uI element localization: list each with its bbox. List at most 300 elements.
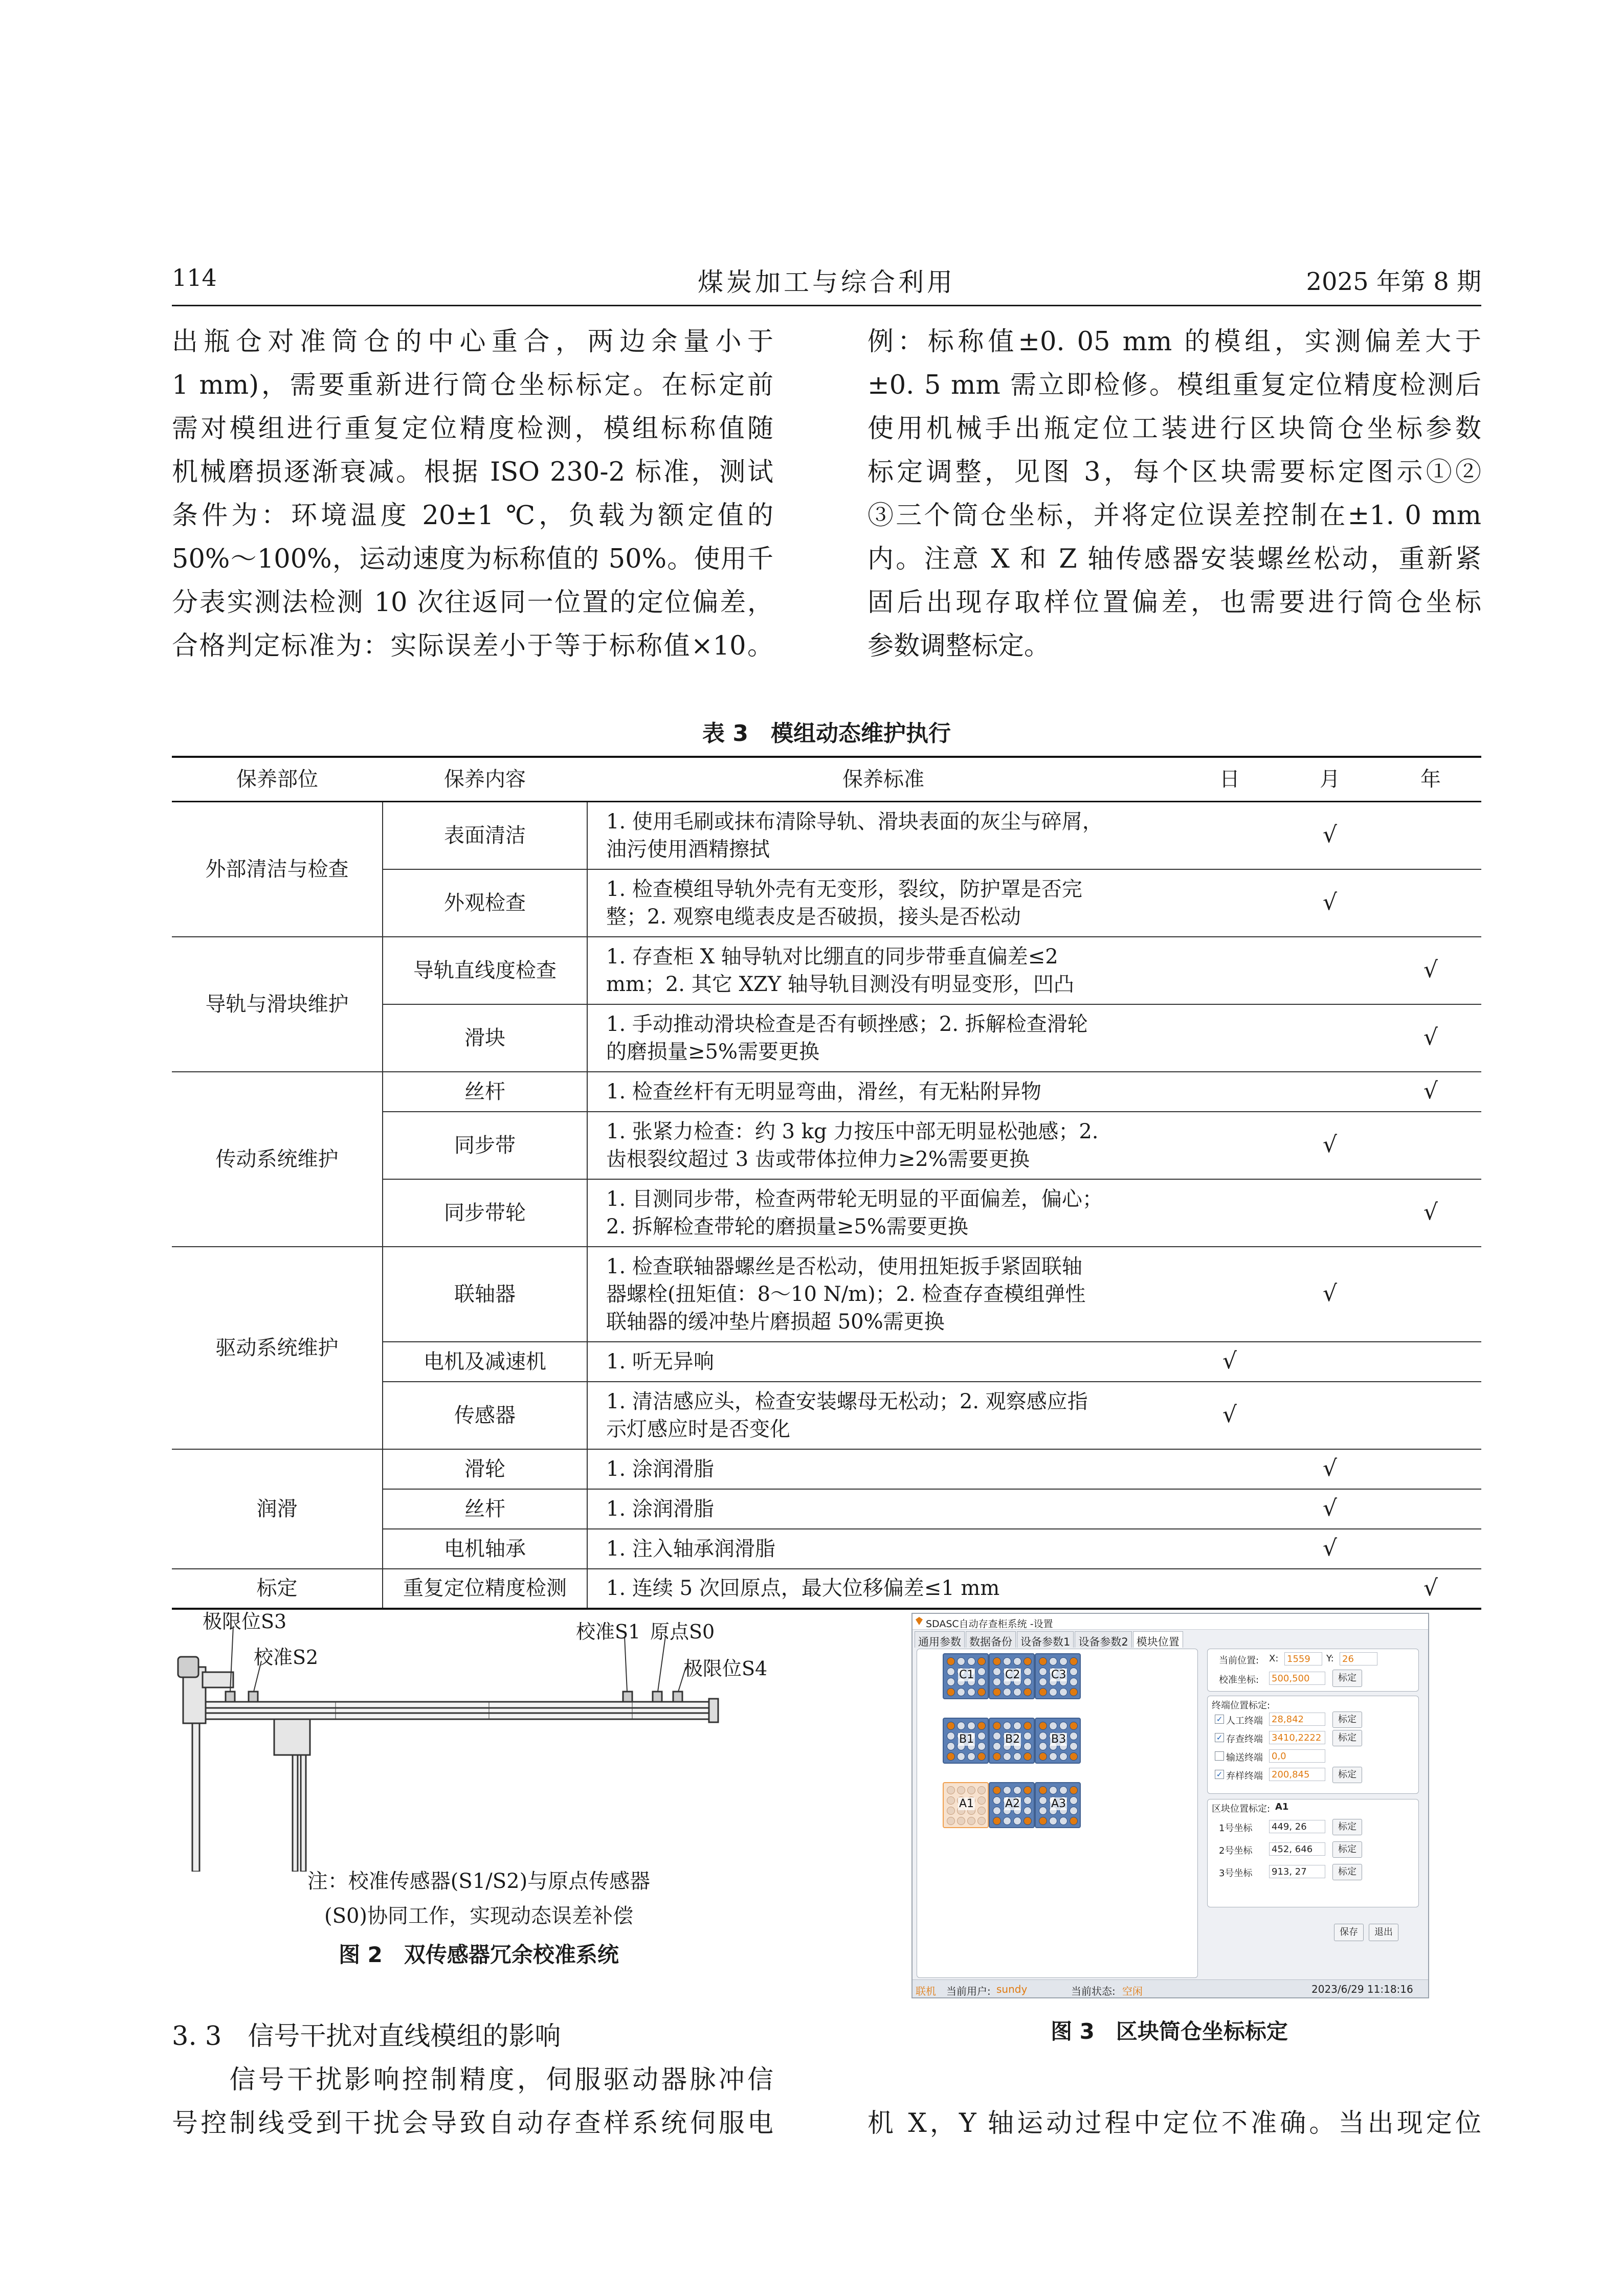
bottle-slot bbox=[977, 1786, 986, 1794]
coord-label: 1号坐标 bbox=[1219, 1823, 1253, 1834]
coord-value[interactable]: 449, 26 bbox=[1269, 1820, 1325, 1833]
body-text-left-bottom bbox=[172, 2058, 773, 2145]
bottle-slot bbox=[1049, 1817, 1057, 1825]
terminal-calibration-group bbox=[1207, 1696, 1419, 1794]
bottle-slot bbox=[947, 1657, 955, 1665]
check-mark: √ bbox=[1322, 1535, 1338, 1561]
bottle-slot bbox=[1059, 1722, 1067, 1730]
bottle-slot bbox=[993, 1786, 1001, 1794]
calibrate-coord-button[interactable]: 标定 bbox=[1332, 1670, 1362, 1687]
cell-frequency bbox=[1380, 1489, 1481, 1529]
text-line: 分表实测法检测 10 次往返同一位置的定位偏差， bbox=[172, 588, 773, 618]
standard-line: 1. 使用毛刷或抹布清除导轨、滑块表面的灰尘与碎屑， bbox=[606, 809, 1103, 834]
bottle-slot bbox=[993, 1657, 1001, 1665]
bottle-slot bbox=[1003, 1688, 1011, 1696]
text-line: 例：标称值±0. 05 mm 的模组，实测偏差大于 bbox=[867, 327, 1481, 357]
rack-block[interactable] bbox=[943, 1718, 989, 1764]
bottle-slot bbox=[1003, 1817, 1011, 1825]
cell-part: 润滑 bbox=[172, 1449, 383, 1569]
tab-device-params-2[interactable]: 设备参数2 bbox=[1075, 1631, 1131, 1648]
bottle-slot bbox=[1024, 1732, 1032, 1740]
cell-item: 重复定位精度检测 bbox=[383, 1569, 587, 1609]
journal-name: 煤炭加工与综合利用 bbox=[698, 267, 955, 297]
bottle-slot bbox=[967, 1817, 975, 1825]
rack-block[interactable] bbox=[943, 1653, 989, 1699]
bottle-slot bbox=[993, 1817, 1001, 1825]
col-header-content: 保养内容 bbox=[383, 757, 587, 802]
rack-block-label: A1 bbox=[959, 1797, 974, 1810]
check-mark: √ bbox=[1322, 822, 1338, 848]
cell-frequency bbox=[1180, 1449, 1280, 1489]
rack-block-label: B1 bbox=[959, 1733, 974, 1746]
block-calibration-group bbox=[1207, 1799, 1419, 1907]
bottle-slot bbox=[947, 1742, 955, 1750]
cell-frequency bbox=[1380, 1529, 1481, 1569]
standard-line: 齿根裂纹超过 3 齿或带体拉伸力≥2%需要更换 bbox=[606, 1147, 1030, 1171]
coord-label: 3号坐标 bbox=[1219, 1868, 1253, 1879]
rack-block-label: B3 bbox=[1051, 1733, 1066, 1746]
text-line: ③三个筒仓坐标，并将定位误差控制在±1. 0 mm bbox=[867, 501, 1481, 531]
bottle-slot bbox=[993, 1732, 1001, 1740]
text-line: 固后出现存取样位置偏差，也需要进行筒仓坐标 bbox=[867, 588, 1481, 618]
cell-frequency bbox=[1180, 1489, 1280, 1529]
col-header-part: 保养部位 bbox=[172, 757, 383, 802]
bottle-slot bbox=[977, 1817, 986, 1825]
bottle-slot bbox=[1039, 1668, 1047, 1676]
cell-frequency bbox=[1280, 1004, 1380, 1072]
bottle-slot bbox=[1070, 1668, 1078, 1676]
terminal-value[interactable]: 3410,2222 bbox=[1269, 1731, 1325, 1744]
cell-frequency bbox=[1380, 1569, 1481, 1609]
bottle-slot bbox=[1049, 1657, 1057, 1665]
cell-standard bbox=[587, 802, 1180, 869]
bottle-slot bbox=[1024, 1752, 1032, 1761]
rack-block-grid bbox=[943, 1653, 1081, 1848]
section-heading-text: 3. 3 信号干扰对直线模组的影响 bbox=[172, 2021, 561, 2052]
text-line: 参数调整标定。 bbox=[867, 631, 1051, 661]
cell-item: 表面清洁 bbox=[383, 802, 587, 869]
cell-frequency bbox=[1180, 1004, 1280, 1072]
cell-standard bbox=[587, 1449, 1180, 1489]
cell-item: 同步带轮 bbox=[383, 1179, 587, 1247]
rack-block-panel bbox=[917, 1649, 1198, 1978]
terminal-label: 输送终端 bbox=[1226, 1752, 1263, 1763]
status-time: 2023/6/29 11:18:16 bbox=[1311, 1983, 1413, 1995]
text-line: 信号干扰影响控制精度，伺服驱动器脉冲信 bbox=[172, 2065, 773, 2095]
app-logo-icon bbox=[916, 1617, 923, 1625]
terminal-checkbox[interactable]: ✓ bbox=[1215, 1715, 1224, 1724]
coord-value[interactable]: 452, 646 bbox=[1269, 1842, 1325, 1856]
figure-2-note bbox=[172, 1864, 786, 1933]
issue-label: 2025 年第 8 期 bbox=[1306, 267, 1481, 296]
bottle-slot bbox=[957, 1722, 965, 1730]
bottle-slot bbox=[1039, 1732, 1047, 1740]
cell-frequency bbox=[1280, 1179, 1380, 1247]
bottle-slot bbox=[1039, 1752, 1047, 1761]
cell-item: 电机及减速机 bbox=[383, 1342, 587, 1382]
status-user: sundy bbox=[996, 1983, 1028, 1995]
bottle-slot bbox=[1024, 1722, 1032, 1730]
bottle-slot bbox=[1070, 1742, 1078, 1750]
cell-frequency bbox=[1180, 1529, 1280, 1569]
x-label: X: bbox=[1269, 1653, 1279, 1664]
terminal-calibrate-button[interactable]: 标定 bbox=[1332, 1712, 1362, 1728]
rack-block-label: A2 bbox=[1005, 1797, 1020, 1810]
bottle-slot bbox=[947, 1668, 955, 1676]
settings-tabs bbox=[915, 1631, 1184, 1648]
bottle-slot bbox=[1070, 1678, 1078, 1686]
bottle-slot bbox=[1024, 1817, 1032, 1825]
cell-item: 导轨直线度检查 bbox=[383, 937, 587, 1004]
text-line: 需对模组进行重复定位精度检测，模组标称值随 bbox=[172, 414, 773, 444]
bottle-slot bbox=[967, 1657, 975, 1665]
text-line: 标定调整，见图 3，每个区块需要标定图示①② bbox=[867, 457, 1481, 487]
coord-value[interactable]: 913, 27 bbox=[1269, 1865, 1325, 1878]
check-mark: √ bbox=[1423, 1574, 1438, 1601]
bottle-slot bbox=[1003, 1752, 1011, 1761]
tab-data-backup[interactable]: 数据备份 bbox=[966, 1631, 1016, 1648]
terminal-group-title: 终端位置标定: bbox=[1212, 1700, 1271, 1711]
coord-calibrate-button[interactable]: 标定 bbox=[1332, 1864, 1362, 1880]
standard-line: 的磨损量≥5%需要更换 bbox=[606, 1040, 819, 1064]
bottle-slot bbox=[947, 1807, 955, 1815]
figure-3-screenshot bbox=[911, 1613, 1429, 1998]
standard-line: mm；2. 其它 XZY 轴导轨目测没有明显变形，凹凸 bbox=[606, 972, 1074, 996]
bottle-slot bbox=[1003, 1722, 1011, 1730]
coord-label: 2号坐标 bbox=[1219, 1845, 1253, 1856]
cell-frequency bbox=[1180, 1382, 1280, 1449]
bottle-slot bbox=[977, 1668, 986, 1676]
tab-general-params[interactable]: 通用参数 bbox=[915, 1631, 965, 1648]
text-line: 使用机械手出瓶定位工装进行区块筒仓坐标参数 bbox=[867, 414, 1481, 444]
terminal-checkbox[interactable]: ✓ bbox=[1215, 1733, 1224, 1742]
bottle-slot bbox=[1003, 1657, 1011, 1665]
rack-block-label: B2 bbox=[1005, 1733, 1020, 1746]
bottle-slot bbox=[1039, 1678, 1047, 1686]
cell-item: 外观检查 bbox=[383, 869, 587, 937]
bottle-slot bbox=[1024, 1796, 1032, 1805]
bottle-slot bbox=[1070, 1796, 1078, 1805]
status-state-label: 当前状态: bbox=[1071, 1985, 1116, 1997]
standard-line: 1. 注入轴承润滑脂 bbox=[606, 1537, 775, 1561]
text-line: ±0. 5 mm 需立即检修。模组重复定位精度检测后 bbox=[867, 370, 1481, 400]
current-position-group bbox=[1207, 1649, 1419, 1692]
terminal-value[interactable]: 28,842 bbox=[1269, 1713, 1325, 1726]
text-line: 合格判定标准为：实际误差小于等于标称值×10。 bbox=[172, 631, 773, 661]
check-mark: √ bbox=[1222, 1402, 1237, 1428]
bottle-slot bbox=[977, 1752, 986, 1761]
rack-block[interactable] bbox=[989, 1718, 1035, 1764]
cell-frequency bbox=[1380, 1247, 1481, 1342]
table-row bbox=[172, 1072, 1481, 1112]
bottle-slot bbox=[957, 1752, 965, 1761]
bottle-slot bbox=[1059, 1688, 1067, 1696]
terminal-calibrate-button[interactable]: 标定 bbox=[1332, 1767, 1362, 1783]
bottle-slot bbox=[1024, 1807, 1032, 1815]
window-titlebar bbox=[913, 1614, 1428, 1630]
label-calib-s2: 校准S2 bbox=[254, 1646, 319, 1669]
cell-frequency bbox=[1280, 937, 1380, 1004]
figure-3-caption: 图 3 区块筒仓坐标标定 bbox=[1051, 2019, 1288, 2044]
check-mark: √ bbox=[1322, 1280, 1338, 1307]
cell-standard bbox=[587, 937, 1180, 1004]
status-bar bbox=[913, 1979, 1428, 1997]
bottle-slot bbox=[1039, 1657, 1047, 1665]
cell-frequency bbox=[1380, 869, 1481, 937]
check-mark: √ bbox=[1322, 889, 1338, 915]
standard-line: 示灯感应时是否变化 bbox=[606, 1417, 790, 1441]
figure-2-caption: 图 2 双传感器冗余校准系统 bbox=[339, 1942, 619, 1967]
text-line: 内。注意 X 和 Z 轴传感器安装螺丝松动，重新紧 bbox=[867, 544, 1481, 574]
bottle-slot bbox=[1013, 1817, 1021, 1825]
standard-line: 1. 听无异响 bbox=[606, 1349, 714, 1374]
standard-line: 1. 清洁感应头，检查安装螺母无松动；2. 观察感应指 bbox=[606, 1389, 1088, 1413]
bottle-slot bbox=[1059, 1752, 1067, 1761]
bottle-slot bbox=[977, 1722, 986, 1730]
bottle-slot bbox=[947, 1796, 955, 1805]
x-value: 1559 bbox=[1284, 1652, 1322, 1665]
status-online: 联机 bbox=[916, 1985, 936, 1997]
terminal-label: 存查终端 bbox=[1226, 1734, 1263, 1745]
coord-calibrate-button[interactable]: 标定 bbox=[1332, 1841, 1362, 1858]
body-text-right-top bbox=[867, 320, 1481, 668]
bottle-slot bbox=[1049, 1722, 1057, 1730]
check-mark: √ bbox=[1423, 1199, 1438, 1225]
standard-line: 整；2. 观察电缆表皮是否破损，接头是否松动 bbox=[606, 905, 1021, 929]
check-mark: √ bbox=[1423, 1078, 1438, 1104]
cell-frequency bbox=[1380, 1342, 1481, 1382]
cell-frequency bbox=[1280, 1342, 1380, 1382]
cell-frequency bbox=[1280, 802, 1380, 869]
bottle-slot bbox=[977, 1796, 986, 1805]
table-caption: 表 3 模组动态维护执行 bbox=[702, 721, 951, 747]
rack-block[interactable] bbox=[989, 1653, 1035, 1699]
calib-coord-label: 校准坐标: bbox=[1219, 1675, 1259, 1685]
text-line: 1 mm)，需要重新进行筒仓坐标标定。在标定前 bbox=[172, 370, 773, 400]
bottle-slot bbox=[1070, 1688, 1078, 1696]
bottle-slot bbox=[977, 1732, 986, 1740]
bottle-slot bbox=[1070, 1732, 1078, 1740]
text-line: 号控制线受到干扰会导致自动存查样系统伺服电 bbox=[172, 2108, 773, 2139]
calib-coord-input[interactable]: 500,500 bbox=[1269, 1672, 1325, 1685]
bottle-slot bbox=[1059, 1657, 1067, 1665]
bottle-slot bbox=[947, 1817, 955, 1825]
bottle-slot bbox=[993, 1668, 1001, 1676]
bottle-slot bbox=[1059, 1817, 1067, 1825]
cell-part: 驱动系统维护 bbox=[172, 1247, 383, 1449]
body-text-right-bottom bbox=[867, 2102, 1481, 2145]
cell-frequency bbox=[1280, 1382, 1380, 1449]
bottle-slot bbox=[1024, 1668, 1032, 1676]
text-line: 机械磨损逐渐衰减。根据 ISO 230-2 标准，测试 bbox=[172, 457, 773, 487]
save-button[interactable]: 保存 bbox=[1334, 1924, 1364, 1941]
cell-frequency bbox=[1280, 1569, 1380, 1609]
cell-frequency bbox=[1280, 869, 1380, 937]
rack-block[interactable] bbox=[1035, 1653, 1081, 1699]
bottle-slot bbox=[993, 1796, 1001, 1805]
bottle-slot bbox=[1039, 1742, 1047, 1750]
standard-line: 1. 检查联轴器螺丝是否松动，使用扭矩扳手紧固联轴 bbox=[606, 1254, 1082, 1278]
cell-item: 联轴器 bbox=[383, 1247, 587, 1342]
bottle-slot bbox=[1070, 1752, 1078, 1761]
bottle-slot bbox=[1059, 1786, 1067, 1794]
col-header-day: 日 bbox=[1180, 757, 1280, 802]
bottle-slot bbox=[1024, 1688, 1032, 1696]
bottle-slot bbox=[957, 1786, 965, 1794]
standard-line: 1. 张紧力检查：约 3 kg 力按压中部无明显松弛感；2. bbox=[606, 1119, 1099, 1143]
cell-frequency bbox=[1380, 1072, 1481, 1112]
bottle-slot bbox=[957, 1817, 965, 1825]
label-origin-s0: 原点S0 bbox=[650, 1620, 715, 1643]
cell-standard bbox=[587, 1004, 1180, 1072]
bottle-slot bbox=[1013, 1657, 1021, 1665]
exit-button[interactable]: 退出 bbox=[1369, 1924, 1398, 1941]
label-limit-s3: 极限位S3 bbox=[203, 1610, 287, 1633]
bottle-slot bbox=[977, 1688, 986, 1696]
coord-calibrate-button[interactable]: 标定 bbox=[1332, 1819, 1362, 1835]
bottle-slot bbox=[1049, 1688, 1057, 1696]
cell-standard bbox=[587, 1382, 1180, 1449]
bottle-slot bbox=[1039, 1796, 1047, 1805]
check-mark: √ bbox=[1423, 957, 1438, 983]
standard-line: 1. 检查模组导轨外壳有无变形，裂纹，防护罩是否完 bbox=[606, 877, 1082, 901]
bottle-slot bbox=[1013, 1786, 1021, 1794]
bottle-slot bbox=[993, 1688, 1001, 1696]
cell-item: 电机轴承 bbox=[383, 1529, 587, 1569]
terminal-checkbox[interactable] bbox=[1215, 1751, 1224, 1761]
bottle-slot bbox=[1039, 1688, 1047, 1696]
bottle-slot bbox=[1013, 1752, 1021, 1761]
col-header-standard: 保养标准 bbox=[587, 757, 1180, 802]
cell-frequency bbox=[1280, 1072, 1380, 1112]
bottle-slot bbox=[947, 1752, 955, 1761]
figure-2-note-line-2: (S0)协同工作，实现动态误差补偿 bbox=[324, 1904, 634, 1928]
terminal-value[interactable]: 200,845 bbox=[1269, 1768, 1325, 1781]
maintenance-table bbox=[172, 756, 1481, 1610]
cell-standard bbox=[587, 1529, 1180, 1569]
running-header bbox=[172, 260, 1481, 296]
table-header-row bbox=[172, 757, 1481, 802]
cell-standard bbox=[587, 1072, 1180, 1112]
bottle-slot bbox=[967, 1722, 975, 1730]
cell-item: 同步带 bbox=[383, 1112, 587, 1179]
standard-line: 器螺栓(扭矩值：8～10 N/m)；2. 检查存查模组弹性 bbox=[606, 1282, 1086, 1306]
cell-frequency bbox=[1180, 869, 1280, 937]
bottle-slot bbox=[1039, 1817, 1047, 1825]
bottle-slot bbox=[957, 1657, 965, 1665]
terminal-checkbox[interactable]: ✓ bbox=[1215, 1770, 1224, 1779]
bottle-slot bbox=[1024, 1657, 1032, 1665]
cell-frequency bbox=[1280, 1247, 1380, 1342]
terminal-label: 人工终端 bbox=[1226, 1716, 1263, 1726]
bottle-slot bbox=[1003, 1786, 1011, 1794]
rack-block[interactable] bbox=[1035, 1782, 1081, 1828]
cell-frequency bbox=[1380, 937, 1481, 1004]
status-user-label: 当前用户: bbox=[946, 1985, 991, 1997]
cell-standard bbox=[587, 1179, 1180, 1247]
standard-line: 联轴器的缓冲垫片磨损超 50%需更换 bbox=[606, 1310, 945, 1334]
text-line: 机 X，Y 轴运动过程中定位不准确。当出现定位 bbox=[867, 2108, 1481, 2139]
text-line: 50%～100%，运动速度为标称值的 50%。使用千 bbox=[172, 544, 773, 574]
bottle-slot bbox=[993, 1742, 1001, 1750]
cell-frequency bbox=[1380, 1004, 1481, 1072]
label-limit-s4: 极限位S4 bbox=[683, 1657, 768, 1680]
bottle-slot bbox=[967, 1786, 975, 1794]
standard-line: 1. 存查柜 X 轴导轨对比绷直的同步带垂直偏差≤2 bbox=[606, 944, 1058, 969]
col-header-year: 年 bbox=[1380, 757, 1481, 802]
tab-module-position[interactable]: 模块位置 bbox=[1133, 1631, 1183, 1648]
bottle-slot bbox=[1070, 1807, 1078, 1815]
bottle-slot bbox=[993, 1722, 1001, 1730]
cell-standard bbox=[587, 1342, 1180, 1382]
bottle-slot bbox=[1039, 1722, 1047, 1730]
cell-frequency bbox=[1180, 1247, 1280, 1342]
check-mark: √ bbox=[1423, 1024, 1438, 1050]
standard-line: 1. 涂润滑脂 bbox=[606, 1497, 714, 1521]
bottle-slot bbox=[967, 1752, 975, 1761]
cell-frequency bbox=[1280, 1489, 1380, 1529]
standard-line: 1. 检查丝杆有无明显弯曲，滑丝，有无粘附异物 bbox=[606, 1079, 1041, 1104]
bottle-slot bbox=[1024, 1786, 1032, 1794]
cell-frequency bbox=[1180, 1179, 1280, 1247]
bottle-slot bbox=[1070, 1657, 1078, 1665]
bottle-slot bbox=[1049, 1752, 1057, 1761]
cell-standard bbox=[587, 1569, 1180, 1609]
bottle-slot bbox=[1070, 1786, 1078, 1794]
cell-item: 传感器 bbox=[383, 1382, 587, 1449]
standard-line: 1. 连续 5 次回原点，最大位移偏差≤1 mm bbox=[606, 1577, 1000, 1600]
rack-block-label: C3 bbox=[1051, 1669, 1066, 1681]
bottle-slot bbox=[977, 1742, 986, 1750]
terminal-calibrate-button[interactable]: 标定 bbox=[1332, 1730, 1362, 1746]
standard-line: 2. 拆解检查带轮的磨损量≥5%需要更换 bbox=[606, 1214, 968, 1239]
tab-device-params-1[interactable]: 设备参数1 bbox=[1017, 1631, 1074, 1648]
table-row bbox=[172, 1247, 1481, 1342]
cell-item: 滑轮 bbox=[383, 1449, 587, 1489]
bottle-slot bbox=[1039, 1786, 1047, 1794]
rack-block[interactable] bbox=[1035, 1718, 1081, 1764]
cell-frequency bbox=[1180, 802, 1280, 869]
bottle-slot bbox=[977, 1657, 986, 1665]
calibration-panel bbox=[1207, 1649, 1419, 1977]
bottle-slot bbox=[1070, 1722, 1078, 1730]
block-name: A1 bbox=[1275, 1802, 1289, 1812]
cell-frequency bbox=[1380, 1449, 1481, 1489]
cell-frequency bbox=[1380, 1112, 1481, 1179]
terminal-label: 弃样终端 bbox=[1226, 1771, 1263, 1782]
check-mark: √ bbox=[1322, 1495, 1338, 1521]
bottle-slot bbox=[947, 1786, 955, 1794]
bottle-slot bbox=[1024, 1742, 1032, 1750]
cell-frequency bbox=[1180, 1342, 1280, 1382]
cell-frequency bbox=[1380, 1382, 1481, 1449]
standard-line: 1. 手动推动滑块检查是否有顿挫感；2. 拆解检查滑轮 bbox=[606, 1012, 1088, 1036]
y-value: 26 bbox=[1340, 1652, 1377, 1665]
cell-frequency bbox=[1280, 1529, 1380, 1569]
standard-line: 1. 涂润滑脂 bbox=[606, 1457, 714, 1481]
cell-item: 丝杆 bbox=[383, 1072, 587, 1112]
rack-block[interactable] bbox=[943, 1782, 989, 1828]
bottle-slot bbox=[1024, 1678, 1032, 1686]
cell-item: 滑块 bbox=[383, 1004, 587, 1072]
cell-part: 传动系统维护 bbox=[172, 1072, 383, 1247]
status-state: 空闲 bbox=[1122, 1985, 1143, 1997]
terminal-value[interactable]: 0,0 bbox=[1269, 1749, 1325, 1763]
table-row bbox=[172, 937, 1481, 1004]
cell-standard bbox=[587, 1489, 1180, 1529]
rack-block[interactable] bbox=[989, 1782, 1035, 1828]
table-row bbox=[172, 1569, 1481, 1609]
